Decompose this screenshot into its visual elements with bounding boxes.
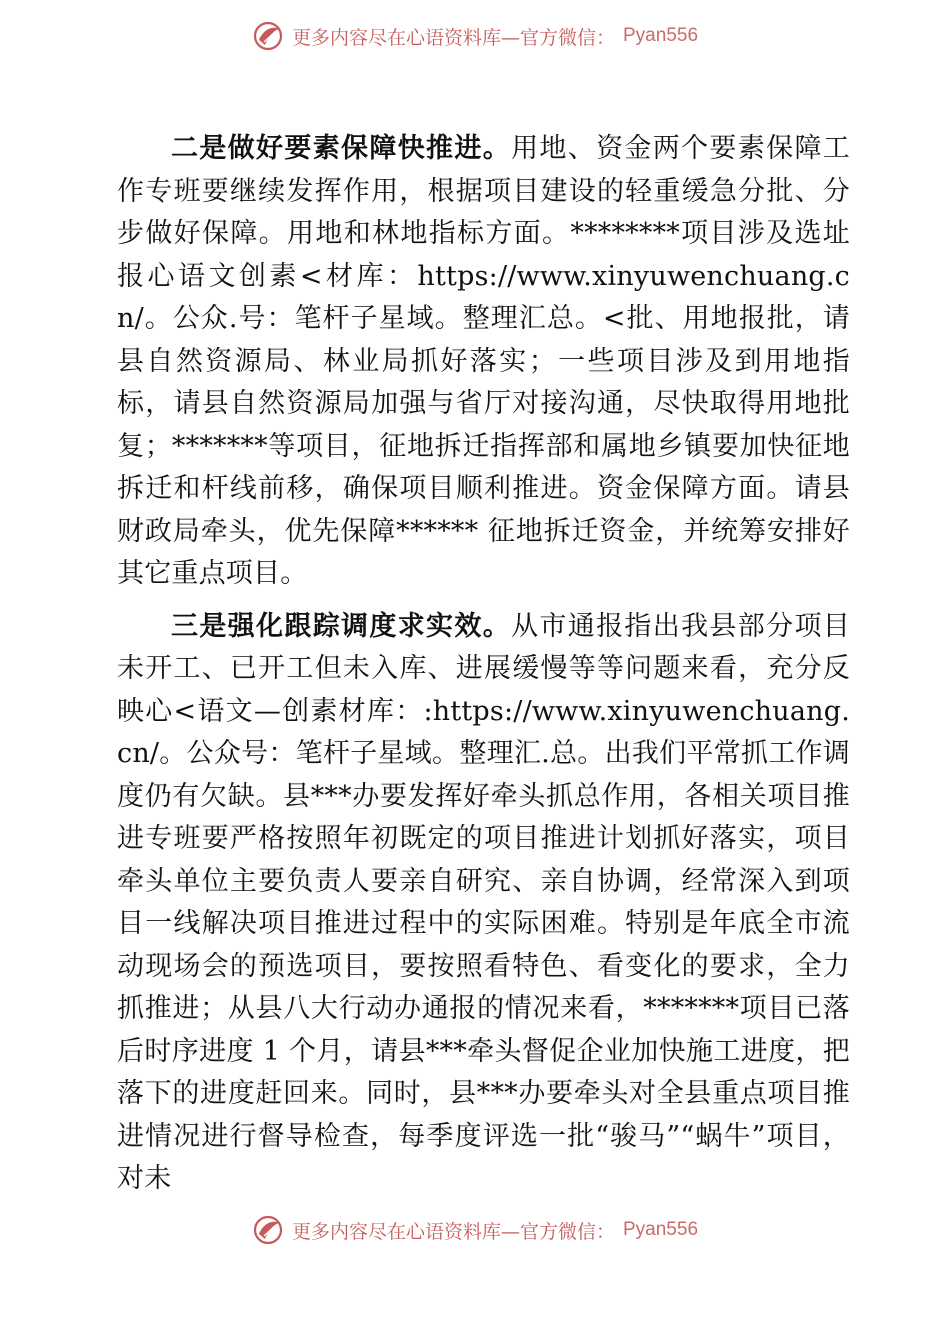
watermark-text: 更多内容尽在心语资料库—官方微信： [291,26,615,49]
logo-icon [252,20,284,52]
paragraph-lead: 二是做好要素保障快推进。 [171,133,512,164]
paragraph-text: 用地、资金两个要素保障工作专班要继续发挥作用，根据项目建设的轻重缓急分批、分步做好保障。用地和林地指标方面。********项目涉及选址报心语文创素<材库：https://www.xinyuwenchuang.cn/。公众.号：笔杆子星域。整理汇总。<批、用地报批，请县自然资源局、林业局抓好落实；一些项目涉及到用地指标，请县自然资源局加强与省厅对接沟通，尽快取得用地批复；*******等项目，征地拆迁指挥部和属地乡镇要加快征地拆迁和杆线前移，确保项目顺利推进。资金保障方面。请县财政局牵头，优先保障****** 征地拆迁资金，并统筹安排好其它重点项目。 [117,133,850,589]
logo-icon [252,1214,284,1246]
header-watermark [0,16,950,56]
document-body [117,128,850,1201]
watermark-text: 更多内容尽在心语资料库—官方微信： [291,1220,615,1243]
paragraph-2 [117,128,850,596]
watermark-handle: Pyan556 [623,25,699,46]
footer-watermark [0,1210,950,1250]
paragraph-text: 从市通报指出我县部分项目未开工、已开工但未入库、进展缓慢等等问题来看，充分反映心<语文—创素材库：:https://www.xinyuwenchuang.cn/。公众号：笔杆子星域。整理汇.总。出我们平常抓工作调度仍有欠缺。县***办要发挥好牵头抓总作用，各相关项目推进专班要严格按照年初既定的项目推进计划抓好落实，项目牵头单位主要负责人要亲自研究、亲自协调，经常深入到项目一线解决项目推进过程中的实际困难。特别是年底全市流动现场会的预选项目，要按照看特色、看变化的要求，全力抓推进；从县八大行动办通报的情况来看，*******项目已落后时序进度 1 个月，请县***牵头督促企业加快施工进度，把落下的进度赶回来。同时，县***办要牵头对全县重点项目推进情况进行督导检查，每季度评选一批“骏马”“蜗牛”项目，对未 [117,610,850,1194]
watermark-handle: Pyan556 [623,1219,699,1240]
paragraph-3 [117,606,850,1201]
paragraph-lead: 三是强化跟踪调度求实效。 [171,610,512,642]
